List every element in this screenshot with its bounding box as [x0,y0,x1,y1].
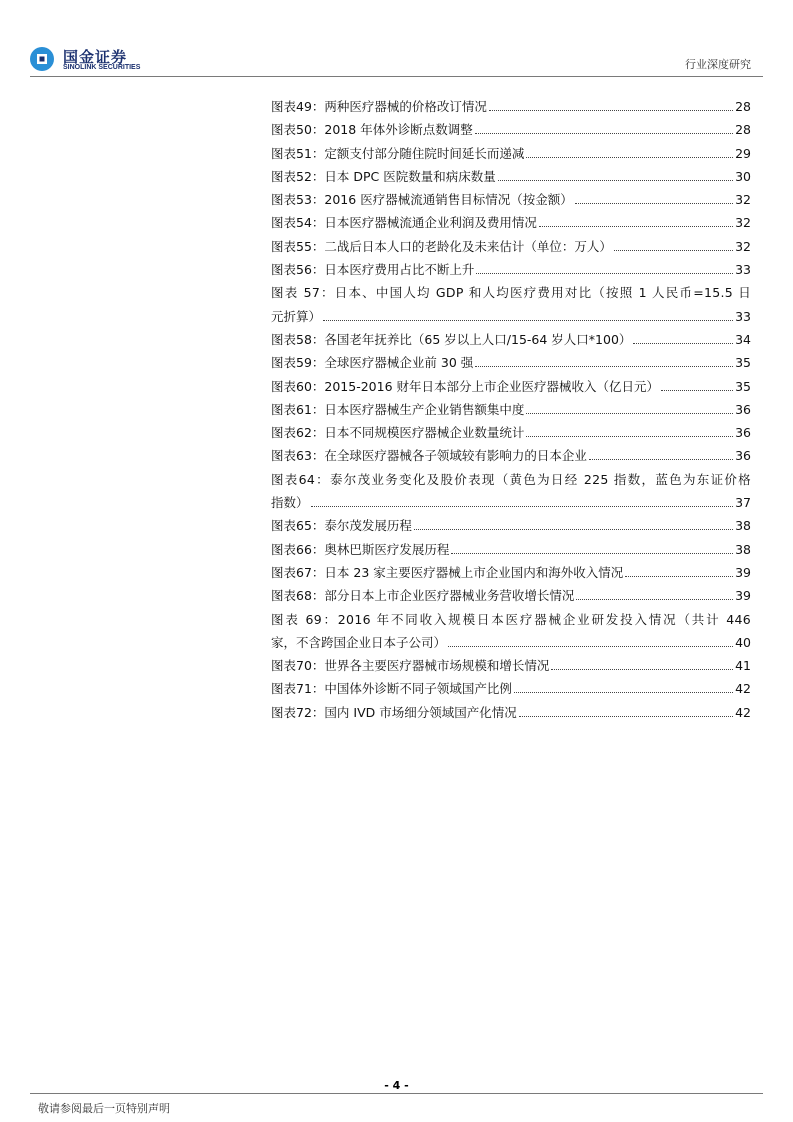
toc-entry-label: 图表50：2018 年体外诊断点数调整 [271,122,473,138]
toc-page-number: 35 [735,355,751,371]
toc-entry-label: 图表68：部分日本上市企业医疗器械业务营收增长情况 [271,588,575,604]
dot-leader [514,691,733,693]
dot-leader [633,342,733,344]
toc-entry-label: 图表63：在全球医疗器械各子领域较有影响力的日本企业 [271,448,587,464]
dot-leader [551,668,733,670]
toc-entry[interactable] [271,211,751,234]
dot-leader [475,132,733,134]
toc-entry-label-continued: 家，不含跨国企业日本子公司） [271,634,447,650]
toc-page-number: 37 [735,495,751,511]
toc-page-number: 40 [735,634,751,650]
footer-divider [30,1093,763,1094]
toc-page-number: 36 [735,401,751,417]
toc-entry-label: 图表65：泰尔茂发展历程 [271,518,412,534]
toc-page-number: 33 [735,262,751,278]
dot-leader [526,156,733,158]
toc-entry[interactable] [271,701,751,724]
toc-page-number: 34 [735,331,751,347]
toc-entry-label-continued: 指数） [271,495,309,511]
logo-chinese-name: 国金证券 [63,48,128,66]
toc-page-number: 32 [735,192,751,208]
toc-entry-label: 图表53：2016 医疗器械流通销售目标情况（按金额） [271,192,573,208]
toc-entry-label: 图表67：日本 23 家主要医疗器械上市企业国内和海外收入情况 [271,564,624,580]
toc-page-number: 39 [735,588,751,604]
dot-leader [448,645,733,647]
toc-entry-label: 图表 69：2016 年不同收入规模日本医疗器械企业研发投入情况（共计 446 [271,611,751,627]
dot-leader [661,389,733,391]
sinolink-logo-icon [29,46,55,72]
toc-page-number: 33 [735,308,751,324]
toc-entry[interactable] [271,608,751,655]
company-logo [29,44,159,74]
toc-entry-label: 图表72：国内 IVD 市场细分领域国产化情况 [271,704,517,720]
toc-entry[interactable] [271,328,751,351]
toc-entry[interactable] [271,561,751,584]
dot-leader [476,272,733,274]
toc-entry-label: 图表71：中国体外诊断不同子领域国产比例 [271,681,512,697]
toc-entry[interactable] [271,538,751,561]
toc-page-number: 28 [735,99,751,114]
toc-entry[interactable] [271,258,751,281]
toc-entry-label: 图表64：泰尔茂业务变化及股价表现（黄色为日经 225 指数，蓝色为东证价格 [271,471,751,487]
footer-disclaimer: 敬请参阅最后一页特别声明 [38,1102,170,1115]
toc-entry-label: 图表 57：日本、中国人均 GDP 和人均医疗费用对比（按照 1 人民币=15.5 日 [271,285,751,301]
toc-entry[interactable] [271,281,751,328]
toc-page-number: 42 [735,704,751,720]
logo-english-name: SINOLINK SECURITIES [63,64,141,71]
toc-entry[interactable] [271,654,751,677]
toc-page-number: 41 [735,658,751,674]
toc-entry-label: 图表55：二战后日本人口的老龄化及未来估计（单位：万人） [271,238,612,254]
toc-page-number: 32 [735,238,751,254]
toc-page-number: 36 [735,448,751,464]
toc-entry-label: 图表62：日本不同规模医疗器械企业数量统计 [271,425,525,441]
toc-entry[interactable] [271,421,751,444]
dot-leader [498,179,733,181]
toc-entry[interactable] [271,351,751,374]
toc-entry-label: 图表51：定额支付部分随住院时间延长而递减 [271,145,525,161]
toc-entry-label: 图表61：日本医疗器械生产企业销售额集中度 [271,401,525,417]
toc-entry-label: 图表54：日本医疗器械流通企业利润及费用情况 [271,215,537,231]
dot-leader [489,109,733,111]
toc-entry-label: 图表66：奥林巴斯医疗发展历程 [271,541,450,557]
toc-page-number: 39 [735,564,751,580]
dot-leader [451,552,733,554]
toc-page-number: 38 [735,541,751,557]
dot-leader [311,505,734,507]
toc-entry-label: 图表56：日本医疗费用占比不断上升 [271,262,475,278]
toc-entry[interactable] [271,468,751,515]
toc-page-number: 36 [735,425,751,441]
dot-leader [539,225,733,227]
toc-entry[interactable] [271,165,751,188]
page-header [0,0,793,80]
toc-entry-label: 图表49：两种医疗器械的价格改订情况 [271,99,487,114]
dot-leader [475,365,733,367]
dot-leader [526,412,733,414]
toc-page-number: 38 [735,518,751,534]
dot-leader [575,202,733,204]
toc-entry[interactable] [271,142,751,165]
toc-entry[interactable] [271,95,751,118]
toc-page-number: 29 [735,145,751,161]
toc-page-number: 35 [735,378,751,394]
toc-entry-label: 图表59：全球医疗器械企业前 30 强 [271,355,474,371]
document-type-label: 行业深度研究 [685,58,751,71]
dot-leader [519,715,733,717]
toc-page-number: 28 [735,122,751,138]
header-divider [30,76,763,77]
toc-entry[interactable] [271,235,751,258]
toc-entry[interactable] [271,375,751,398]
toc-entry[interactable] [271,444,751,467]
toc-entry-label: 图表70：世界各主要医疗器械市场规模和增长情况 [271,658,550,674]
toc-entry[interactable] [271,514,751,537]
figure-list [271,95,751,724]
toc-page-number: 42 [735,681,751,697]
toc-entry-label: 图表58：各国老年抚养比（65 岁以上人口/15-64 岁人口*100） [271,331,632,347]
toc-entry-label: 图表52：日本 DPC 医院数量和病床数量 [271,168,496,184]
dot-leader [414,528,733,530]
toc-entry-label-continued: 元折算） [271,308,322,324]
toc-entry[interactable] [271,398,751,421]
toc-page-number: 30 [735,168,751,184]
dot-leader [614,249,733,251]
toc-entry[interactable] [271,584,751,607]
dot-leader [625,575,733,577]
dot-leader [576,598,733,600]
toc-entry[interactable] [271,118,751,141]
toc-entry-label: 图表60：2015-2016 财年日本部分上市企业医疗器械收入（亿日元） [271,378,660,394]
page-number: - 4 - [384,1079,409,1092]
dot-leader [526,435,733,437]
toc-page-number: 32 [735,215,751,231]
toc-entry[interactable] [271,188,751,211]
dot-leader [323,319,733,321]
dot-leader [589,458,733,460]
toc-entry[interactable] [271,677,751,700]
